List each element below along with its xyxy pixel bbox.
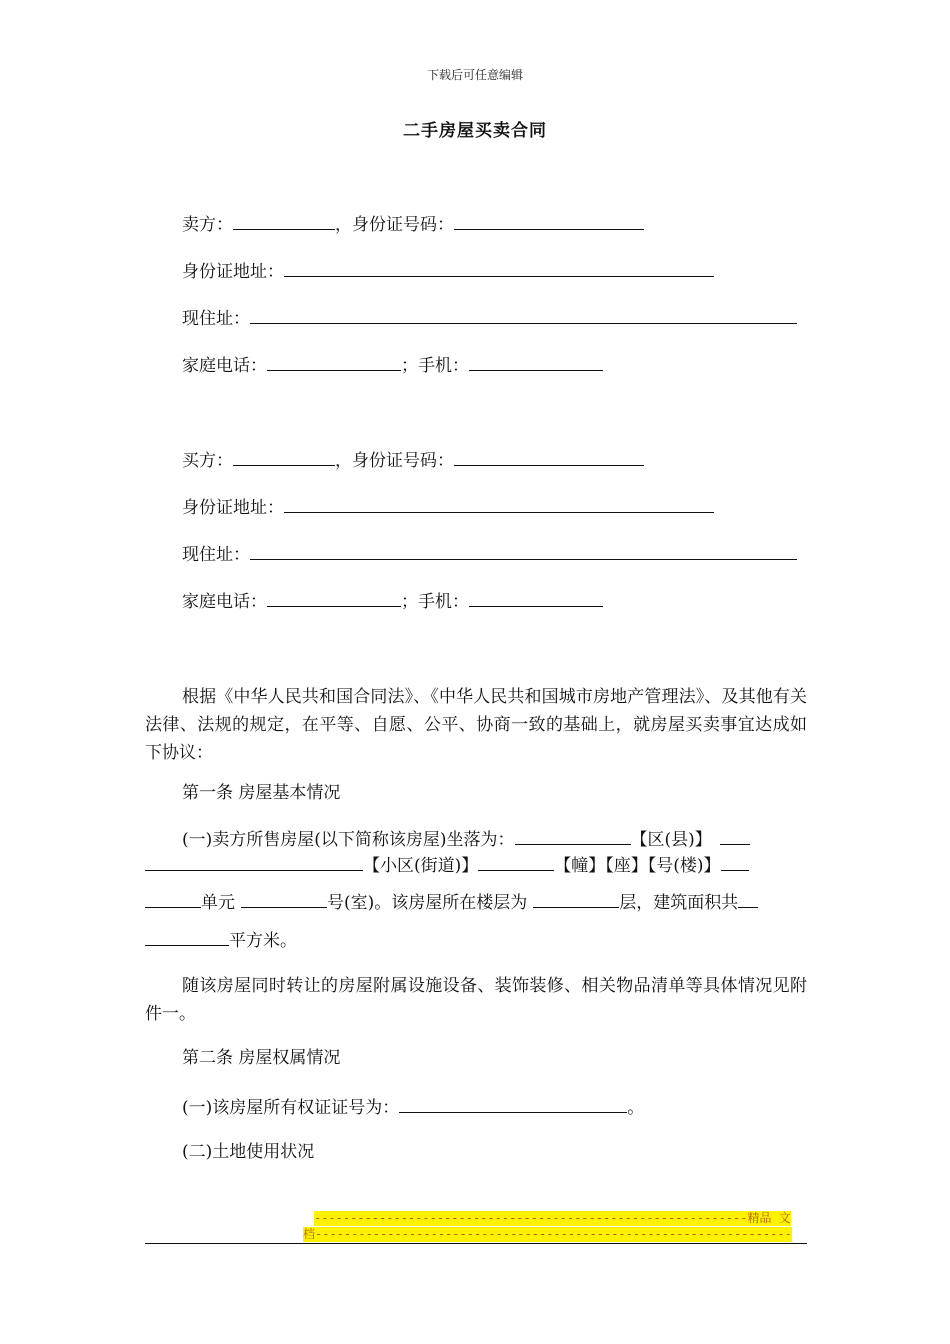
unit-blank[interactable] (145, 889, 201, 908)
community-blank[interactable] (145, 852, 363, 871)
footer-watermark-line2: 档------------------------------------------------------------------ (303, 1227, 792, 1241)
article1-heading: 第一条 房屋基本情况 (182, 783, 341, 803)
seller-label: 卖方： (182, 215, 233, 235)
seller-mobile-blank[interactable] (469, 352, 603, 371)
room-blank[interactable] (241, 889, 327, 908)
buyer-home-phone-blank[interactable] (267, 588, 401, 607)
certificate-label: (一)该房屋所有权证证号为： (182, 1098, 400, 1118)
building-label-b: 【座】 (605, 856, 648, 876)
buyer-id-blank[interactable] (454, 447, 644, 466)
unit-blank-start[interactable] (721, 852, 749, 871)
district-blank[interactable] (515, 826, 631, 845)
seller-mobile-label: ；手机： (401, 356, 469, 376)
preamble-paragraph: 根据《中华人民共和国合同法》、《中华人民共和国城市房地产管理法》、及其他有关法律、法规的规定，在平等、自愿、公平、协商一致的基础上，就房屋买卖事宜达成如下协议： (145, 687, 807, 763)
building-blank[interactable] (478, 852, 554, 871)
building-label-c: 【号(楼)】 (647, 856, 721, 876)
seller-home-phone-blank[interactable] (267, 352, 401, 371)
buyer-label: 买方： (182, 451, 233, 471)
floor-blank[interactable] (533, 889, 619, 908)
building-label-a: 【幢】 (554, 856, 606, 876)
seller-current-address-line (182, 305, 797, 331)
buyer-current-address-label: 现住址： (182, 545, 250, 565)
buyer-phone-line (182, 588, 603, 614)
buyer-id-address-line (182, 494, 714, 520)
unit-label: 单元 (201, 893, 235, 913)
buyer-id-address-blank[interactable] (284, 494, 714, 513)
article1-item1-line1 (182, 826, 750, 852)
community-label: 【小区(街道)】 (363, 856, 479, 876)
buyer-id-address-label: 身份证地址： (182, 498, 284, 518)
article2-heading: 第二条 房屋权属情况 (182, 1048, 341, 1068)
article1-item1-line2 (145, 852, 749, 878)
district-label: 【区(县)】 (630, 830, 712, 850)
article2-item2: (二)土地使用状况 (182, 1142, 315, 1162)
article2-item1-line (182, 1094, 644, 1120)
seller-home-phone-label: 家庭电话： (182, 356, 267, 376)
seller-current-address-blank[interactable] (250, 305, 797, 324)
seller-name-blank[interactable] (233, 211, 335, 230)
document-title: 二手房屋买卖合同 (403, 121, 547, 141)
seller-line (182, 211, 644, 237)
footer-watermark-line1: ------------------------------------------------------------精品 文 (314, 1211, 791, 1225)
seller-current-address-label: 现住址： (182, 309, 250, 329)
article1-item1-line4 (145, 927, 297, 953)
certificate-end: 。 (627, 1098, 645, 1118)
buyer-mobile-blank[interactable] (469, 588, 603, 607)
community-blank-start[interactable] (720, 826, 750, 845)
buyer-name-blank[interactable] (233, 447, 335, 466)
seller-phone-line (182, 352, 603, 378)
area-blank-start[interactable] (738, 889, 758, 908)
buyer-current-address-line (182, 541, 797, 567)
buyer-mobile-label: ；手机： (401, 592, 469, 612)
certificate-blank[interactable] (399, 1094, 627, 1113)
seller-id-address-line (182, 258, 714, 284)
buyer-current-address-blank[interactable] (250, 541, 797, 560)
buyer-line (182, 447, 644, 473)
seller-id-address-label: 身份证地址： (182, 262, 284, 282)
area-label: 平方米。 (229, 931, 297, 951)
attachments-paragraph: 随该房屋同时转让的房屋附属设施设备、装饰装修、相关物品清单等具体情况见附件一。 (145, 976, 807, 1024)
seller-id-address-blank[interactable] (284, 258, 714, 277)
article1-item1-line3 (145, 889, 758, 915)
location-label: (一)卖方所售房屋(以下简称该房屋)坐落为： (182, 830, 515, 850)
floor-label: 层，建筑面积共 (619, 893, 739, 913)
area-blank[interactable] (145, 927, 229, 946)
header-note: 下载后可任意编辑 (426, 68, 523, 82)
seller-id-blank[interactable] (454, 211, 644, 230)
footer-rule (145, 1243, 807, 1244)
buyer-home-phone-label: 家庭电话： (182, 592, 267, 612)
buyer-id-label: ，身份证号码： (335, 451, 454, 471)
room-label: 号(室)。该房屋所在楼层为 (327, 893, 528, 913)
seller-id-label: ，身份证号码： (335, 215, 454, 235)
